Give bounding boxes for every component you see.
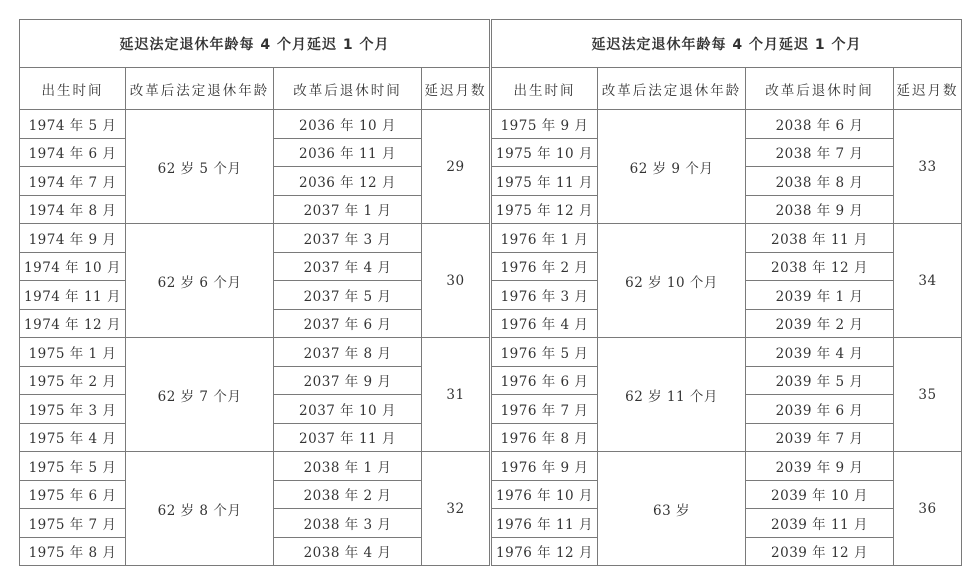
birth-time-cell: 1976 年 6 月 xyxy=(492,366,598,395)
birth-time-cell: 1974 年 8 月 xyxy=(20,195,126,224)
retirement-time-cell: 2039 年 4 月 xyxy=(746,338,894,367)
retirement-time-cell: 2037 年 1 月 xyxy=(274,195,422,224)
retirement-time-cell: 2037 年 4 月 xyxy=(274,252,422,281)
birth-time-cell: 1974 年 7 月 xyxy=(20,167,126,196)
birth-time-cell: 1975 年 7 月 xyxy=(20,509,126,538)
retirement-time-cell: 2039 年 5 月 xyxy=(746,366,894,395)
header-retirement-age: 改革后法定退休年龄 xyxy=(598,68,746,110)
retirement-time-cell: 2038 年 6 月 xyxy=(746,110,894,139)
retirement-time-cell: 2037 年 6 月 xyxy=(274,309,422,338)
birth-time-cell: 1976 年 2 月 xyxy=(492,252,598,281)
table-row xyxy=(492,452,962,481)
retirement-time-cell: 2039 年 7 月 xyxy=(746,423,894,452)
birth-time-cell: 1974 年 5 月 xyxy=(20,110,126,139)
birth-time-cell: 1975 年 2 月 xyxy=(20,366,126,395)
retirement-time-cell: 2039 年 12 月 xyxy=(746,537,894,566)
header-delay-months: 延迟月数 xyxy=(894,68,962,110)
birth-time-cell: 1976 年 5 月 xyxy=(492,338,598,367)
delay-months-cell: 30 xyxy=(422,224,490,338)
retirement-age-cell: 62 岁 6 个月 xyxy=(126,224,274,338)
birth-time-cell: 1974 年 12 月 xyxy=(20,309,126,338)
birth-time-cell: 1975 年 3 月 xyxy=(20,395,126,424)
retirement-time-cell: 2037 年 3 月 xyxy=(274,224,422,253)
delay-months-cell: 34 xyxy=(894,224,962,338)
retirement-time-cell: 2038 年 12 月 xyxy=(746,252,894,281)
birth-time-cell: 1976 年 7 月 xyxy=(492,395,598,424)
birth-time-cell: 1975 年 11 月 xyxy=(492,167,598,196)
header-birth-time: 出生时间 xyxy=(492,68,598,110)
birth-time-cell: 1974 年 10 月 xyxy=(20,252,126,281)
retirement-age-cell: 62 岁 10 个月 xyxy=(598,224,746,338)
table-row xyxy=(492,338,962,367)
retirement-table-right xyxy=(491,19,961,563)
delay-months-cell: 32 xyxy=(422,452,490,566)
birth-time-cell: 1975 年 5 月 xyxy=(20,452,126,481)
retirement-time-cell: 2039 年 2 月 xyxy=(746,309,894,338)
header-retirement-time: 改革后退休时间 xyxy=(746,68,894,110)
table-row xyxy=(492,224,962,253)
birth-time-cell: 1975 年 8 月 xyxy=(20,537,126,566)
retirement-time-cell: 2036 年 10 月 xyxy=(274,110,422,139)
retirement-time-cell: 2036 年 12 月 xyxy=(274,167,422,196)
retirement-time-cell: 2038 年 9 月 xyxy=(746,195,894,224)
birth-time-cell: 1976 年 9 月 xyxy=(492,452,598,481)
retirement-time-cell: 2037 年 5 月 xyxy=(274,281,422,310)
table-row xyxy=(20,452,490,481)
delay-months-cell: 35 xyxy=(894,338,962,452)
birth-time-cell: 1976 年 11 月 xyxy=(492,509,598,538)
retirement-table-left xyxy=(19,19,489,563)
retirement-age-cell: 62 岁 9 个月 xyxy=(598,110,746,224)
birth-time-cell: 1975 年 12 月 xyxy=(492,195,598,224)
delay-months-cell: 29 xyxy=(422,110,490,224)
retirement-time-cell: 2038 年 2 月 xyxy=(274,480,422,509)
retirement-time-cell: 2039 年 1 月 xyxy=(746,281,894,310)
retirement-time-cell: 2038 年 1 月 xyxy=(274,452,422,481)
retirement-time-cell: 2038 年 3 月 xyxy=(274,509,422,538)
header-retirement-age: 改革后法定退休年龄 xyxy=(126,68,274,110)
retirement-age-cell: 62 岁 11 个月 xyxy=(598,338,746,452)
table-title: 延迟法定退休年龄每 4 个月延迟 1 个月 xyxy=(492,20,962,68)
birth-time-cell: 1976 年 12 月 xyxy=(492,537,598,566)
table-title: 延迟法定退休年龄每 4 个月延迟 1 个月 xyxy=(20,20,490,68)
retirement-time-cell: 2037 年 10 月 xyxy=(274,395,422,424)
retirement-time-cell: 2037 年 11 月 xyxy=(274,423,422,452)
header-retirement-time: 改革后退休时间 xyxy=(274,68,422,110)
birth-time-cell: 1976 年 1 月 xyxy=(492,224,598,253)
birth-time-cell: 1976 年 8 月 xyxy=(492,423,598,452)
birth-time-cell: 1976 年 3 月 xyxy=(492,281,598,310)
retirement-age-cell: 62 岁 8 个月 xyxy=(126,452,274,566)
table-row xyxy=(20,110,490,139)
retirement-time-cell: 2039 年 11 月 xyxy=(746,509,894,538)
table-right xyxy=(491,19,962,566)
retirement-time-cell: 2038 年 4 月 xyxy=(274,537,422,566)
retirement-age-cell: 63 岁 xyxy=(598,452,746,566)
retirement-time-cell: 2039 年 10 月 xyxy=(746,480,894,509)
birth-time-cell: 1975 年 9 月 xyxy=(492,110,598,139)
table-row xyxy=(20,224,490,253)
table-row xyxy=(20,338,490,367)
retirement-time-cell: 2039 年 6 月 xyxy=(746,395,894,424)
birth-time-cell: 1976 年 10 月 xyxy=(492,480,598,509)
retirement-time-cell: 2038 年 11 月 xyxy=(746,224,894,253)
delay-months-cell: 36 xyxy=(894,452,962,566)
retirement-time-cell: 2039 年 9 月 xyxy=(746,452,894,481)
birth-time-cell: 1975 年 4 月 xyxy=(20,423,126,452)
birth-time-cell: 1974 年 11 月 xyxy=(20,281,126,310)
table-row xyxy=(492,110,962,139)
header-birth-time: 出生时间 xyxy=(20,68,126,110)
birth-time-cell: 1974 年 9 月 xyxy=(20,224,126,253)
birth-time-cell: 1975 年 10 月 xyxy=(492,138,598,167)
retirement-time-cell: 2038 年 7 月 xyxy=(746,138,894,167)
retirement-time-cell: 2036 年 11 月 xyxy=(274,138,422,167)
birth-time-cell: 1975 年 6 月 xyxy=(20,480,126,509)
header-delay-months: 延迟月数 xyxy=(422,68,490,110)
birth-time-cell: 1975 年 1 月 xyxy=(20,338,126,367)
birth-time-cell: 1974 年 6 月 xyxy=(20,138,126,167)
delay-months-cell: 31 xyxy=(422,338,490,452)
table-left xyxy=(19,19,490,566)
birth-time-cell: 1976 年 4 月 xyxy=(492,309,598,338)
retirement-time-cell: 2037 年 8 月 xyxy=(274,338,422,367)
retirement-time-cell: 2038 年 8 月 xyxy=(746,167,894,196)
retirement-age-cell: 62 岁 5 个月 xyxy=(126,110,274,224)
delay-months-cell: 33 xyxy=(894,110,962,224)
retirement-age-cell: 62 岁 7 个月 xyxy=(126,338,274,452)
retirement-time-cell: 2037 年 9 月 xyxy=(274,366,422,395)
